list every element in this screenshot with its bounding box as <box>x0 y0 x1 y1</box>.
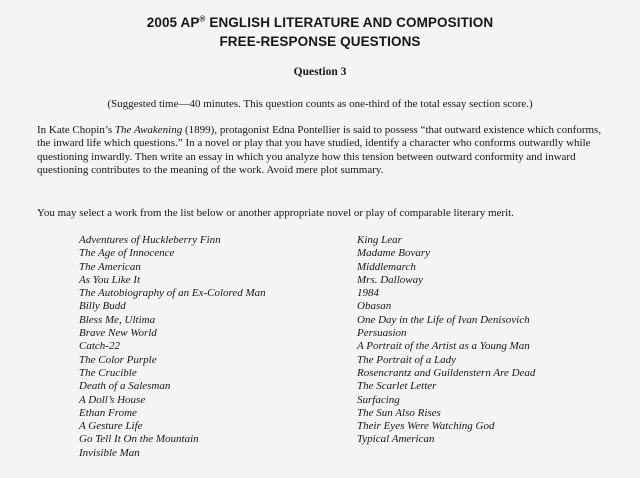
title-prefix: 2005 AP <box>146 15 200 30</box>
list-item: Go Tell It On the Mountain <box>79 433 199 446</box>
list-item: Death of a Salesman <box>79 380 171 393</box>
list-item: Typical American <box>357 433 435 446</box>
list-item: The Scarlet Letter <box>357 380 437 393</box>
list-item: The Autobiography of an Ex-Colored Man <box>79 287 266 300</box>
list-item: Middlemarch <box>357 260 416 273</box>
list-item: Brave New World <box>79 327 157 340</box>
list-item: One Day in the Life of Ivan Denisovich <box>357 313 530 326</box>
prompt-text-part1: In Kate Chopin’s <box>37 124 115 136</box>
list-item: Their Eyes Were Watching God <box>357 420 495 433</box>
list-item: The Crucible <box>79 366 137 379</box>
list-item: King Lear <box>357 234 402 246</box>
list-item: A Portrait of the Artist as a Young Man <box>357 340 530 353</box>
list-item: Bless Me, Ultima <box>79 313 156 326</box>
list-item: Adventures of Huckleberry Finn <box>79 234 221 246</box>
list-item: Madame Bovary <box>357 247 431 260</box>
list-item: Mrs. Dalloway <box>357 273 423 286</box>
list-item: Invisible Man <box>79 446 140 459</box>
select-instruction: You may select a work from the list below or another appropriate novel or play of comparable literary merit. <box>37 207 514 219</box>
list-item: 1984 <box>357 287 379 300</box>
works-list-column2 <box>357 234 535 447</box>
page-title-line1 <box>0 14 640 31</box>
list-item: Catch-22 <box>79 340 120 353</box>
list-item: Ethan Frome <box>79 406 137 419</box>
list-item: A Doll’s House <box>79 393 146 406</box>
page-title-line2: FREE-RESPONSE QUESTIONS <box>219 34 421 49</box>
list-item: As You Like It <box>79 273 141 286</box>
prompt-work-title: The Awakening <box>114 124 183 136</box>
question-prompt <box>37 124 612 177</box>
list-item: The Age of Innocence <box>79 247 175 260</box>
list-item: Persuasion <box>357 327 407 340</box>
registered-mark: ® <box>199 14 206 24</box>
list-item: The Portrait of a Lady <box>357 353 457 366</box>
list-item: The Color Purple <box>79 353 157 366</box>
works-list-column1 <box>79 234 266 460</box>
list-item: The Sun Also Rises <box>357 406 441 419</box>
prompt-text-part2: (1899), protagonist Edna Pontellier is said to possess “that outward existence which conforms, the inward life which questions.” In a novel or play that you have studied, identify a character who conforms outwardly while questioning inwardly. Then write an essay in which you analyze how this tension between outward conformity and inward questioning contributes to the meaning of the work. Avoid mere plot summary. <box>37 124 602 176</box>
suggested-time: (Suggested time—40 minutes. This question counts as one-third of the total essay section score.) <box>107 98 533 110</box>
list-item: Rosencrantz and Guildenstern Are Dead <box>357 366 536 379</box>
list-item: Billy Budd <box>79 300 126 313</box>
list-item: The American <box>79 260 141 273</box>
question-number: Question 3 <box>293 66 347 78</box>
title-suffix: ENGLISH LITERATURE AND COMPOSITION <box>205 15 494 30</box>
list-item: Surfacing <box>357 393 400 406</box>
list-item: Obasan <box>357 300 392 313</box>
list-item: A Gesture Life <box>79 420 143 433</box>
